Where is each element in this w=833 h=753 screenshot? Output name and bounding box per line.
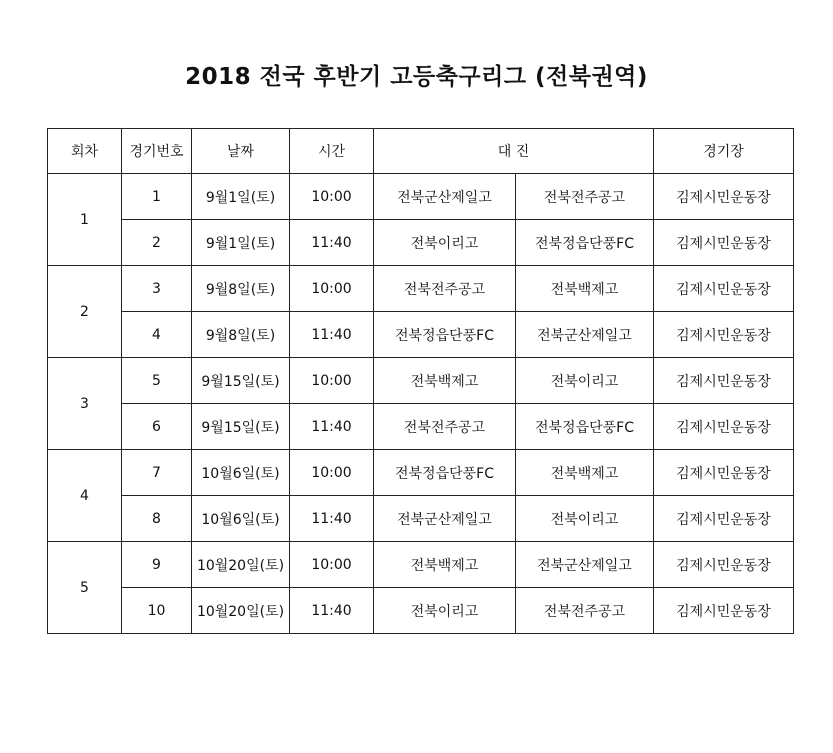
match-no-cell: 3 [122, 266, 192, 312]
match-no-cell: 4 [122, 312, 192, 358]
time-cell: 11:40 [290, 496, 374, 542]
away-team-cell: 전북군산제일고 [516, 312, 654, 358]
round-cell: 1 [48, 174, 122, 266]
match-no-cell: 9 [122, 542, 192, 588]
away-team-cell: 전북이리고 [516, 496, 654, 542]
header-matchup: 대 진 [374, 129, 654, 174]
date-cell: 10월20일(토) [192, 542, 290, 588]
time-cell: 11:40 [290, 312, 374, 358]
table-row [48, 358, 794, 404]
home-team-cell: 전북이리고 [374, 220, 516, 266]
away-team-cell: 전북정읍단풍FC [516, 404, 654, 450]
home-team-cell: 전북백제고 [374, 358, 516, 404]
home-team-cell: 전북전주공고 [374, 404, 516, 450]
header-row [48, 129, 794, 174]
date-cell: 10월20일(토) [192, 588, 290, 634]
round-cell: 3 [48, 358, 122, 450]
away-team-cell: 전북백제고 [516, 450, 654, 496]
round-cell: 4 [48, 450, 122, 542]
time-cell: 11:40 [290, 220, 374, 266]
header-time: 시간 [290, 129, 374, 174]
table-row [48, 266, 794, 312]
table-row [48, 404, 794, 450]
time-cell: 11:40 [290, 404, 374, 450]
away-team-cell: 전북전주공고 [516, 588, 654, 634]
match-no-cell: 5 [122, 358, 192, 404]
match-no-cell: 2 [122, 220, 192, 266]
time-cell: 10:00 [290, 450, 374, 496]
away-team-cell: 전북이리고 [516, 358, 654, 404]
venue-cell: 김제시민운동장 [654, 404, 794, 450]
match-no-cell: 10 [122, 588, 192, 634]
home-team-cell: 전북이리고 [374, 588, 516, 634]
home-team-cell: 전북정읍단풍FC [374, 450, 516, 496]
home-team-cell: 전북군산제일고 [374, 496, 516, 542]
away-team-cell: 전북정읍단풍FC [516, 220, 654, 266]
table-row [48, 542, 794, 588]
table-row [48, 588, 794, 634]
date-cell: 10월6일(토) [192, 450, 290, 496]
document-title: 2018 전국 후반기 고등축구리그 (전북권역) [185, 64, 648, 90]
away-team-cell: 전북전주공고 [516, 174, 654, 220]
time-cell: 10:00 [290, 542, 374, 588]
table-row [48, 312, 794, 358]
table-row [48, 220, 794, 266]
away-team-cell: 전북군산제일고 [516, 542, 654, 588]
venue-cell: 김제시민운동장 [654, 496, 794, 542]
table-row [48, 174, 794, 220]
away-team-cell: 전북백제고 [516, 266, 654, 312]
table-row [48, 450, 794, 496]
date-cell: 10월6일(토) [192, 496, 290, 542]
date-cell: 9월15일(토) [192, 358, 290, 404]
date-cell: 9월8일(토) [192, 266, 290, 312]
venue-cell: 김제시민운동장 [654, 358, 794, 404]
round-cell: 5 [48, 542, 122, 634]
match-no-cell: 1 [122, 174, 192, 220]
time-cell: 10:00 [290, 174, 374, 220]
date-cell: 9월8일(토) [192, 312, 290, 358]
venue-cell: 김제시민운동장 [654, 266, 794, 312]
match-no-cell: 6 [122, 404, 192, 450]
time-cell: 10:00 [290, 358, 374, 404]
venue-cell: 김제시민운동장 [654, 174, 794, 220]
header-round: 회차 [48, 129, 122, 174]
table-row [48, 496, 794, 542]
venue-cell: 김제시민운동장 [654, 312, 794, 358]
header-venue: 경기장 [654, 129, 794, 174]
home-team-cell: 전북정읍단풍FC [374, 312, 516, 358]
match-no-cell: 7 [122, 450, 192, 496]
date-cell: 9월1일(토) [192, 220, 290, 266]
match-no-cell: 8 [122, 496, 192, 542]
time-cell: 11:40 [290, 588, 374, 634]
venue-cell: 김제시민운동장 [654, 542, 794, 588]
round-cell: 2 [48, 266, 122, 358]
venue-cell: 김제시민운동장 [654, 588, 794, 634]
header-match-no: 경기번호 [122, 129, 192, 174]
time-cell: 10:00 [290, 266, 374, 312]
venue-cell: 김제시민운동장 [654, 450, 794, 496]
home-team-cell: 전북전주공고 [374, 266, 516, 312]
home-team-cell: 전북군산제일고 [374, 174, 516, 220]
date-cell: 9월1일(토) [192, 174, 290, 220]
home-team-cell: 전북백제고 [374, 542, 516, 588]
header-date: 날짜 [192, 129, 290, 174]
venue-cell: 김제시민운동장 [654, 220, 794, 266]
schedule-table [47, 128, 794, 634]
date-cell: 9월15일(토) [192, 404, 290, 450]
